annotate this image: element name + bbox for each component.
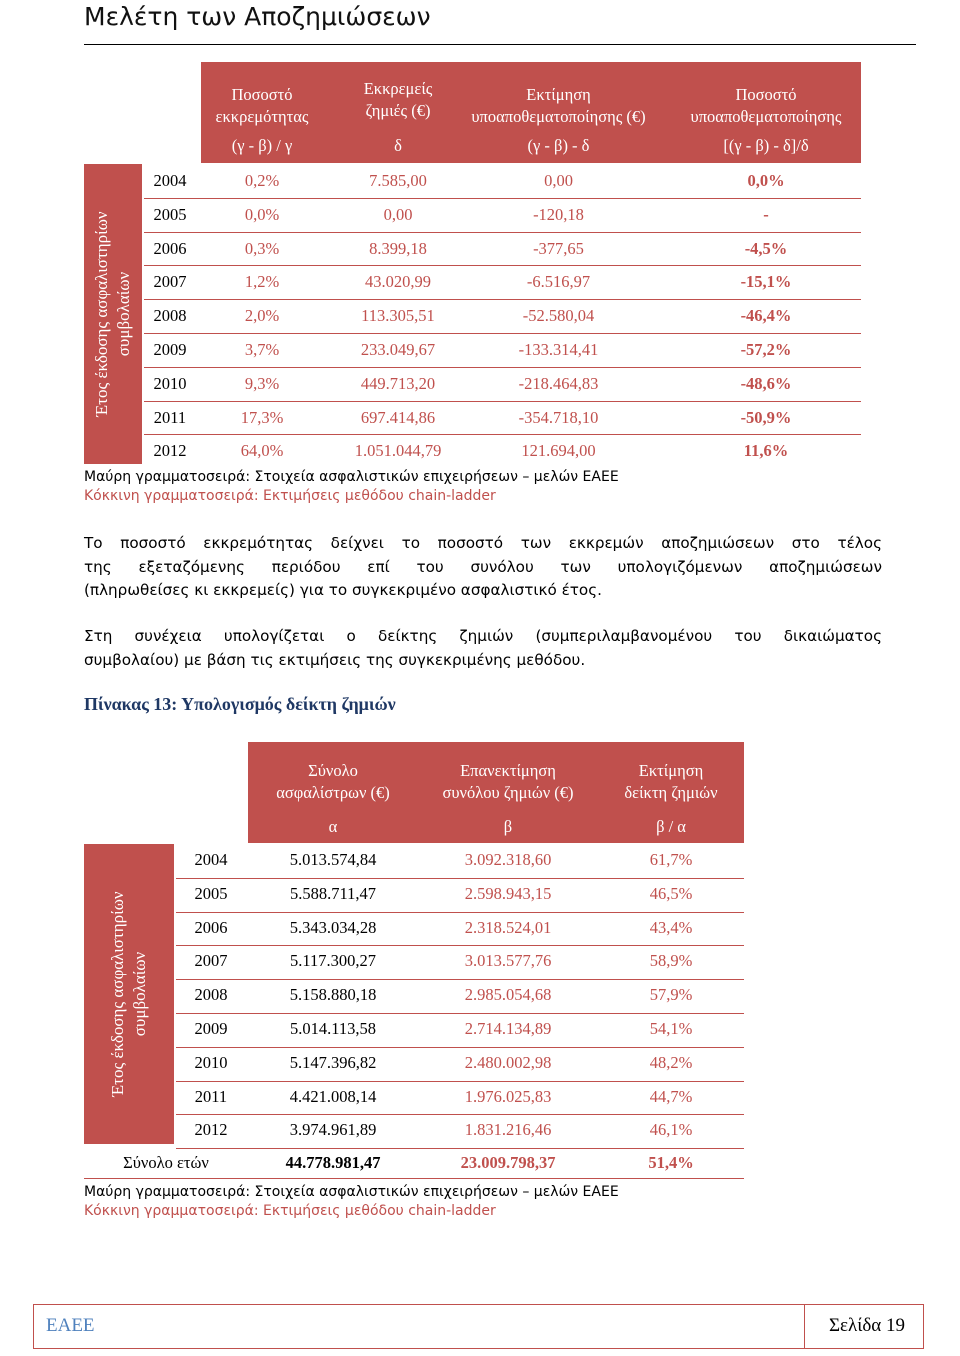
table1-row-pct: 17,3% (240, 407, 284, 427)
table2-row-divider (176, 945, 744, 946)
table2-header (248, 742, 744, 843)
table1-row-pct: 3,7% (244, 340, 280, 359)
table1-note-black: Μαύρη γραμματοσειρά: Στοιχεία ασφαλιστικών επιχειρήσεων – μελών ΕΑΕΕ (84, 469, 619, 485)
table2-row-ratio: 43,4% (649, 917, 693, 937)
table2-row-premiums: 3.974.961,89 (289, 1120, 377, 1140)
table1-row-ratio: - (763, 204, 769, 224)
table2-row-ratio: 44,7% (649, 1086, 693, 1106)
table1-row-pending: 697.414,86 (360, 407, 436, 427)
table1-row-estimate: -218.464,83 (518, 373, 599, 393)
table1-row-year: 2008 (153, 306, 187, 326)
table2-row-ratio: 48,2% (649, 1052, 693, 1072)
table2-row-losses: 2.598.943,15 (464, 883, 552, 903)
table1-row-pct: 0,3% (244, 238, 280, 258)
table2-row-ratio: 61,7% (649, 850, 693, 869)
table1-row-pending: 7.585,00 (369, 171, 427, 190)
table2-row-premiums: 5.014.113,58 (289, 1019, 376, 1038)
table2-row-losses: 3.013.577,76 (464, 951, 552, 971)
footer-page-number: Σελίδα 19 (828, 1315, 905, 1336)
table1-side-label: Έτος έκδοσης ασφαλιστηρίων συμβολαίων (84, 164, 142, 464)
table1-row-divider (144, 232, 861, 233)
table2-row-divider (176, 912, 744, 913)
table1-row-year: 2007 (153, 272, 187, 292)
table2-row-premiums: 5.158.880,18 (289, 985, 377, 1005)
table1-row-year: 2004 (153, 171, 187, 190)
table1-col1-formula: (γ - β) / γ (231, 136, 293, 155)
page-header (84, 0, 916, 45)
table2-row-premiums: 5.588.711,47 (289, 883, 376, 903)
paragraph-2: Στη συνέχεια υπολογίζεται ο δείκτης ζημιών (συμπεριλαμβανομένου του δικαιώματος συμβολαίου) με βάση τις εκτιμήσεις της συγκεκριμένης μεθόδου. (84, 627, 882, 669)
table1-row-divider (144, 198, 861, 199)
table1-row-year: 2009 (153, 340, 187, 359)
table2-total-label: Σύνολο ετών (123, 1153, 209, 1172)
table2-row-year: 2008 (194, 985, 228, 1005)
table2-row-losses: 3.092.318,60 (464, 850, 552, 869)
page-title: Μελέτη των Αποζημιώσεων (84, 2, 431, 31)
table2-note-red: Κόκκινη γραμματοσειρά: Εκτιμήσεις μεθόδου chain-ladder (84, 1203, 496, 1219)
table2-row-divider (176, 1148, 744, 1149)
table2-side-label: Έτος έκδοσης ασφαλιστηρίων συμβολαίων (84, 844, 174, 1144)
table1-row-year: 2010 (153, 373, 187, 393)
table2-col1-formula: α (328, 817, 338, 836)
table1-row-ratio: -48,6% (740, 373, 792, 393)
table1-row-estimate: -6.516,97 (526, 272, 591, 292)
page-footer (33, 1304, 924, 1349)
table2-row-losses: 2.985.054,68 (464, 985, 552, 1005)
table1-row-pct: 0,0% (244, 204, 280, 224)
table2-note-black: Μαύρη γραμματοσειρά: Στοιχεία ασφαλιστικών επιχειρήσεων – μελών ΕΑΕΕ (84, 1184, 619, 1200)
table2-row-ratio: 58,9% (649, 951, 693, 971)
table1-row-estimate: -354.718,10 (518, 407, 599, 427)
table2-row-premiums: 5.343.034,28 (289, 917, 377, 937)
table1-row-ratio: 11,6% (743, 441, 789, 461)
table1-row-divider (144, 401, 861, 402)
table1-col2-formula: δ (394, 136, 402, 155)
table2-row-year: 2006 (194, 917, 228, 937)
table2-row-divider (176, 1013, 744, 1014)
table2-row-ratio: 54,1% (649, 1019, 693, 1038)
table2-row-losses: 1.831.216,46 (464, 1120, 552, 1140)
table2-caption: Πίνακας 13: Υπολογισμός δείκτη ζημιών (84, 694, 396, 714)
table2-col3-header: Εκτίμηση δείκτη ζημιών (624, 761, 718, 802)
table1-row-pct: 64,0% (240, 441, 284, 461)
table2-total-ratio: 51,4% (648, 1153, 694, 1172)
table1-row-ratio: -50,9% (740, 407, 792, 427)
table2-col2-formula: β (503, 817, 513, 836)
table2-row-year: 2012 (194, 1120, 228, 1140)
table2-row-divider (176, 1081, 744, 1082)
table1-row-pct: 1,2% (244, 272, 280, 292)
table1-row-estimate: -133.314,41 (518, 340, 599, 359)
table2-row-losses: 2.318.524,01 (464, 917, 552, 937)
table2-row-year: 2007 (194, 951, 228, 971)
table2-row-premiums: 5.013.574,84 (289, 850, 377, 869)
table2-row-premiums: 5.147.396,82 (289, 1052, 377, 1072)
table1-row-year: 2012 (153, 441, 187, 461)
table2-row-year: 2010 (194, 1052, 228, 1072)
table1-row-pending: 449.713,20 (360, 373, 436, 393)
table2-row-divider (176, 1047, 744, 1048)
table1-row-ratio: -15,1% (740, 272, 792, 292)
table1-row-estimate: -377,65 (533, 238, 584, 258)
table1-row-pct: 2,0% (244, 306, 280, 326)
table2-row-divider (176, 878, 744, 879)
table1-row-estimate: 121.694,00 (521, 441, 596, 461)
table1-row-pct: 0,2% (244, 171, 280, 190)
table1-row-pending: 113.305,51 (361, 306, 435, 326)
table1-row-ratio: 0,0% (747, 171, 785, 190)
table1-row-pending: 1.051.044,79 (354, 441, 442, 461)
table1-row-year: 2011 (153, 407, 187, 427)
table1-col2-header: Εκκρεμείς ζημιές (€) (363, 79, 433, 120)
table2-row-year: 2004 (194, 850, 228, 869)
table2-row-losses: 2.714.134,89 (464, 1019, 552, 1038)
table2-col2-header: Επανεκτίμηση συνόλου ζημιών (€) (442, 761, 574, 802)
table2-row-divider (176, 979, 744, 980)
table2-total-premiums: 44.778.981,47 (285, 1153, 381, 1172)
table1-row-year: 2005 (153, 204, 187, 224)
table2-row-premiums: 4.421.008,14 (289, 1086, 377, 1106)
table2-row-premiums: 5.117.300,27 (289, 951, 376, 971)
table1-row-divider (144, 434, 861, 435)
table1-row-year: 2006 (153, 238, 187, 258)
table2-row-losses: 1.976.025,83 (464, 1086, 552, 1106)
footer-divider (804, 1305, 805, 1348)
paragraph-1: Το ποσοστό εκκρεμότητας δείχνει το ποσοστό των εκκρεμών αποζημιώσεων στο τέλος της εξεταζόμενης περιόδου επί του συνόλου των υπολογιζόμενων αποζημιώσεων (πληρωθείσες κι εκκρεμείς) για το συγκεκριμένο ασφαλιστικό έτος. (84, 534, 882, 599)
table1-col4-header: Ποσοστό υποαποθεματοποίησης (690, 85, 842, 126)
table1-header (201, 62, 861, 163)
table1-row-ratio: -46,4% (740, 306, 792, 326)
table2-total-losses: 23.009.798,37 (460, 1153, 556, 1172)
table2-row-ratio: 46,5% (649, 883, 693, 903)
table1-row-divider (144, 265, 861, 266)
table1-row-divider (144, 333, 861, 334)
table2-row-divider (176, 1114, 744, 1115)
table1-col3-formula: (γ - β) - δ (527, 136, 590, 155)
table1-row-ratio: -57,2% (740, 340, 792, 359)
table2-row-year: 2009 (194, 1019, 228, 1038)
table1-row-pending: 233.049,67 (360, 340, 436, 359)
table1-row-pct: 9,3% (244, 373, 280, 393)
table1-note-red: Κόκκινη γραμματοσειρά: Εκτιμήσεις μεθόδου chain-ladder (84, 488, 496, 504)
table1-row-pending: 0,00 (383, 204, 413, 224)
table1-row-estimate: -52.580,04 (522, 306, 595, 326)
table2-row-year: 2011 (194, 1086, 228, 1106)
table2-row-ratio: 57,9% (649, 985, 693, 1005)
table1-row-estimate: 0,00 (544, 171, 573, 190)
footer-org: ΕΑΕΕ (46, 1315, 95, 1336)
table2-col3-formula: β / α (656, 817, 686, 836)
table1-row-pending: 8.399,18 (369, 238, 427, 258)
table1-col3-header: Εκτίμηση υποαποθεματοποίησης (€) (471, 85, 646, 126)
table2-row-ratio: 46,1% (649, 1120, 693, 1140)
table2-bottom-divider (84, 1178, 744, 1179)
table2-row-losses: 2.480.002,98 (464, 1052, 552, 1072)
table1-col4-formula: [(γ - β) - δ]/δ (723, 136, 809, 155)
table2-col1-header: Σύνολο ασφαλίστρων (€) (276, 761, 390, 802)
table1-col1-header: Ποσοστό εκκρεμότητας (215, 85, 309, 126)
table1-row-divider (144, 299, 861, 300)
table1-row-ratio: -4,5% (744, 238, 788, 258)
table1-row-divider (144, 367, 861, 368)
table2-row-year: 2005 (194, 883, 228, 903)
table1-row-pending: 43.020,99 (365, 272, 431, 292)
table1-row-estimate: -120,18 (533, 204, 584, 224)
